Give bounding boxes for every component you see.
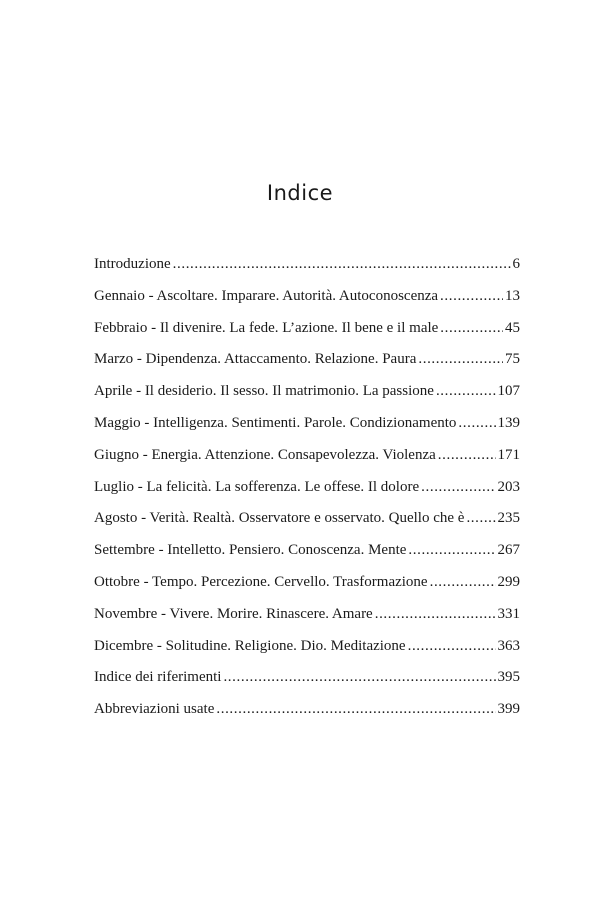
toc-entry [94,349,520,381]
toc-entry-page: 235 [497,510,520,527]
dot-leader [418,349,503,369]
dot-leader [466,508,495,528]
toc-entry-label: Indice dei riferimenti [94,669,222,686]
dot-leader [436,381,496,401]
toc-entry-label: Abbreviazioni usate [94,701,215,718]
toc-entry [94,636,520,668]
toc-entry [94,699,520,731]
toc-entry [94,318,520,350]
dot-leader [458,413,495,433]
toc-entry-label: Ottobre - Tempo. Percezione. Cervello. Trasformazione [94,573,428,590]
toc-entry-page: 395 [497,669,520,686]
dot-leader [173,254,511,274]
toc-entry-label: Febbraio - Il divenire. La fede. L’azione. Il bene e il male [94,319,439,336]
toc-entry [94,413,520,445]
dot-leader [440,286,503,306]
toc-entry-page: 171 [497,446,520,463]
dot-leader [430,572,496,592]
toc-entry [94,572,520,604]
toc-entry-label: Luglio - La felicità. La sofferenza. Le offese. Il dolore [94,478,420,495]
toc-entry [94,477,520,509]
dot-leader [375,604,496,624]
toc-entry [94,445,520,477]
toc-entry [94,667,520,699]
toc-entry-page: 363 [497,637,520,654]
toc-entry-page: 107 [497,383,520,400]
dot-leader [438,445,496,465]
dot-leader [421,477,495,497]
toc-entry-label: Aprile - Il desiderio. Il sesso. Il matrimonio. La passione [94,383,434,400]
toc-entry [94,381,520,413]
page-title: Indice [266,181,334,205]
toc-entry-label: Maggio - Intelligenza. Sentimenti. Parole. Condizionamento [94,414,457,431]
toc-entry [94,508,520,540]
toc-entry-page: 6 [512,256,520,272]
toc-entry-label: Dicembre - Solitudine. Religione. Dio. Meditazione [94,637,406,654]
toc-entry-page: 139 [497,414,520,431]
dot-leader [216,699,495,719]
toc-entry-page: 75 [505,351,520,368]
dot-leader [223,667,495,687]
toc-entry-page: 45 [505,319,520,336]
dot-leader [440,318,503,338]
toc-entry-page: 203 [497,478,520,495]
toc-entry-label: Agosto - Verità. Realtà. Osservatore e osservato. Quello che è [94,510,465,527]
toc-entry-page: 13 [505,287,520,304]
toc-entry [94,254,520,286]
toc-entry [94,540,520,572]
dot-leader [408,540,495,560]
toc-entry-label: Marzo - Dipendenza. Attaccamento. Relazione. Paura [94,351,417,368]
toc-entry [94,604,520,636]
dot-leader [408,636,496,656]
toc-entry-page: 331 [497,605,520,622]
toc-entry-label: Novembre - Vivere. Morire. Rinascere. Amare [94,605,373,622]
toc-entry-page: 267 [497,542,520,559]
toc-entry [94,286,520,318]
toc-entry-label: Settembre - Intelletto. Pensiero. Conoscenza. Mente [94,542,407,559]
table-of-contents [94,254,520,731]
toc-entry-page: 399 [497,701,520,718]
toc-entry-page: 299 [497,573,520,590]
toc-entry-label: Giugno - Energia. Attenzione. Consapevolezza. Violenza [94,446,436,463]
toc-entry-label: Introduzione [94,256,171,272]
toc-entry-label: Gennaio - Ascoltare. Imparare. Autorità. Autoconoscenza [94,287,439,304]
